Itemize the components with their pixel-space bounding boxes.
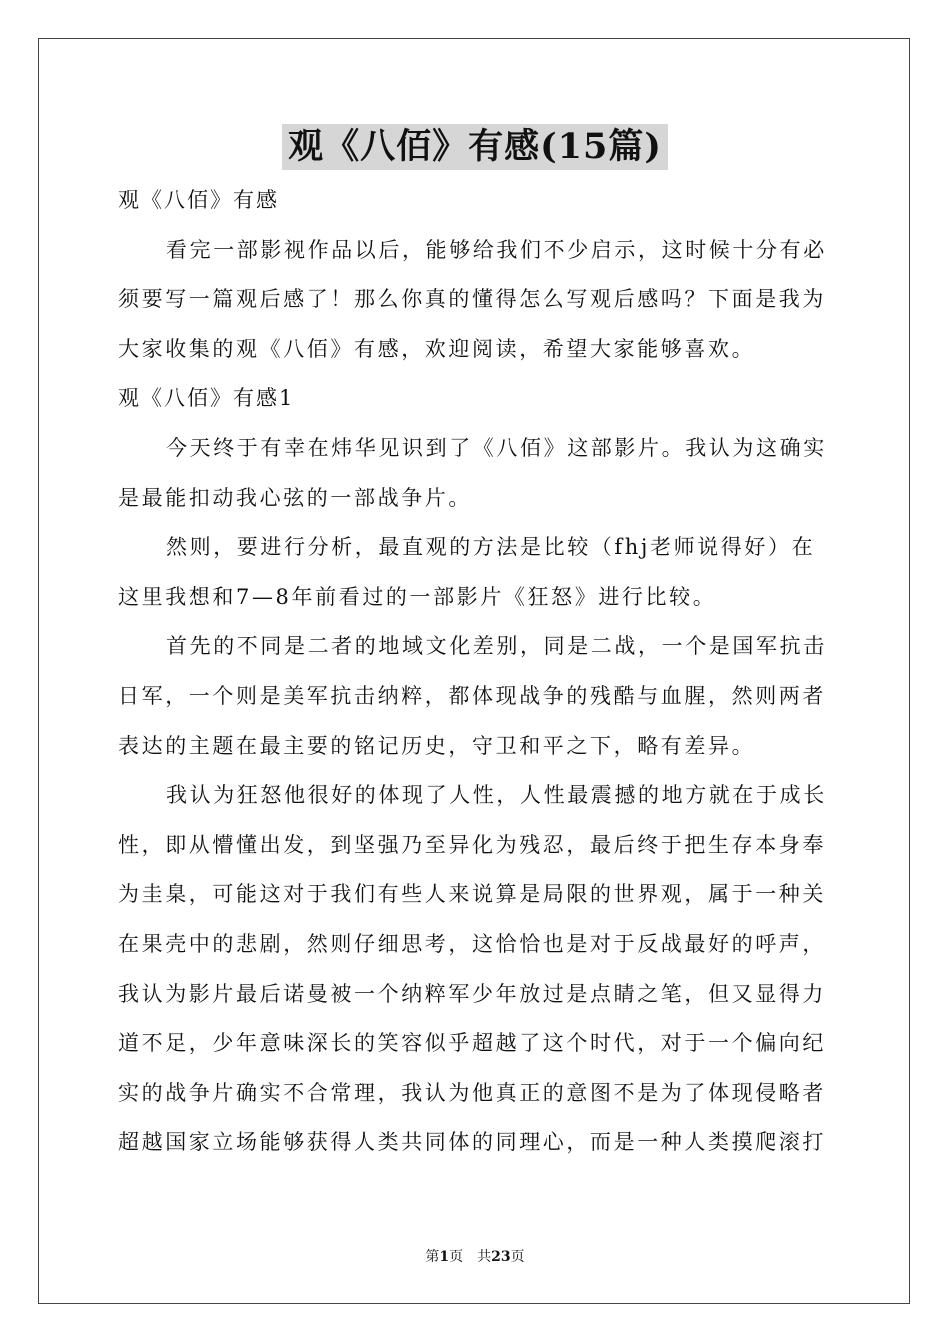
- text-line: 须要写一篇观后感了！那么你真的懂得怎么写观后感吗？下面是我为: [118, 287, 826, 312]
- text-line: 观《八佰》有感: [118, 188, 279, 212]
- text-line: 日军，一个则是美军抗击纳粹，都体现战争的残酷与血腥，然则两者: [118, 683, 826, 708]
- document-body: [118, 176, 834, 1168]
- text-line: 在果壳中的悲剧，然则仔细思考，这恰恰也是对于反战最好的呼声，: [118, 931, 826, 956]
- text-line: 道不足，少年意味深长的笑容似乎超越了这个时代，对于一个偏向纪: [118, 1031, 826, 1056]
- page-footer: [0, 1247, 950, 1267]
- text-line: 然则，要进行分析，最直观的方法是比较（fhj老师说得好）在: [166, 535, 816, 560]
- document-title: 观《八佰》有感(15篇): [282, 124, 668, 170]
- text-line: 观《八佰》有感1: [118, 386, 295, 411]
- page-label-prefix: 第: [425, 1249, 440, 1265]
- text-line: 我认为影片最后诺曼被一个纳粹军少年放过是点睛之笔，但又显得力: [118, 981, 826, 1006]
- text-line: 为圭臬，可能这对于我们有些人来说算是局限的世界观，属于一种关: [118, 882, 826, 907]
- title-container: [0, 124, 950, 170]
- text-line: 这里我想和7—8年前看过的一部影片《狂怒》进行比较。: [118, 584, 717, 609]
- text-line: 实的战争片确实不合常理，我认为他真正的意图不是为了体现侵略者: [118, 1080, 826, 1105]
- text-line: 性，即从懵懂出发，到坚强乃至异化为残忍，最后终于把生存本身奉: [118, 832, 826, 857]
- page-number-current: 1: [439, 1249, 450, 1265]
- text-line: 今天终于有幸在炜华见识到了《八佰》这部影片。我认为这确实: [166, 435, 827, 460]
- page-label-mid: 页 共: [449, 1249, 492, 1265]
- text-line: 表达的主题在最主要的铭记历史，守卫和平之下，略有差异。: [118, 733, 756, 758]
- text-line: 超越国家立场能够获得人类共同体的同理心，而是一种人类摸爬滚打: [118, 1130, 826, 1155]
- text-line: 大家收集的观《八佰》有感，欢迎阅读，希望大家能够喜欢。: [118, 336, 756, 361]
- page-number-total: 23: [491, 1249, 511, 1265]
- text-line: 我认为狂怒他很好的体现了人性，人性最震撼的地方就在于成长: [166, 783, 827, 808]
- text-line: 是最能扣动我心弦的一部战争片。: [118, 485, 472, 510]
- page-label-suffix: 页: [510, 1249, 525, 1265]
- text-line: 看完一部影视作品以后，能够给我们不少启示，这时候十分有必: [166, 237, 827, 262]
- text-line: 首先的不同是二者的地域文化差别，同是二战，一个是国军抗击: [166, 634, 827, 659]
